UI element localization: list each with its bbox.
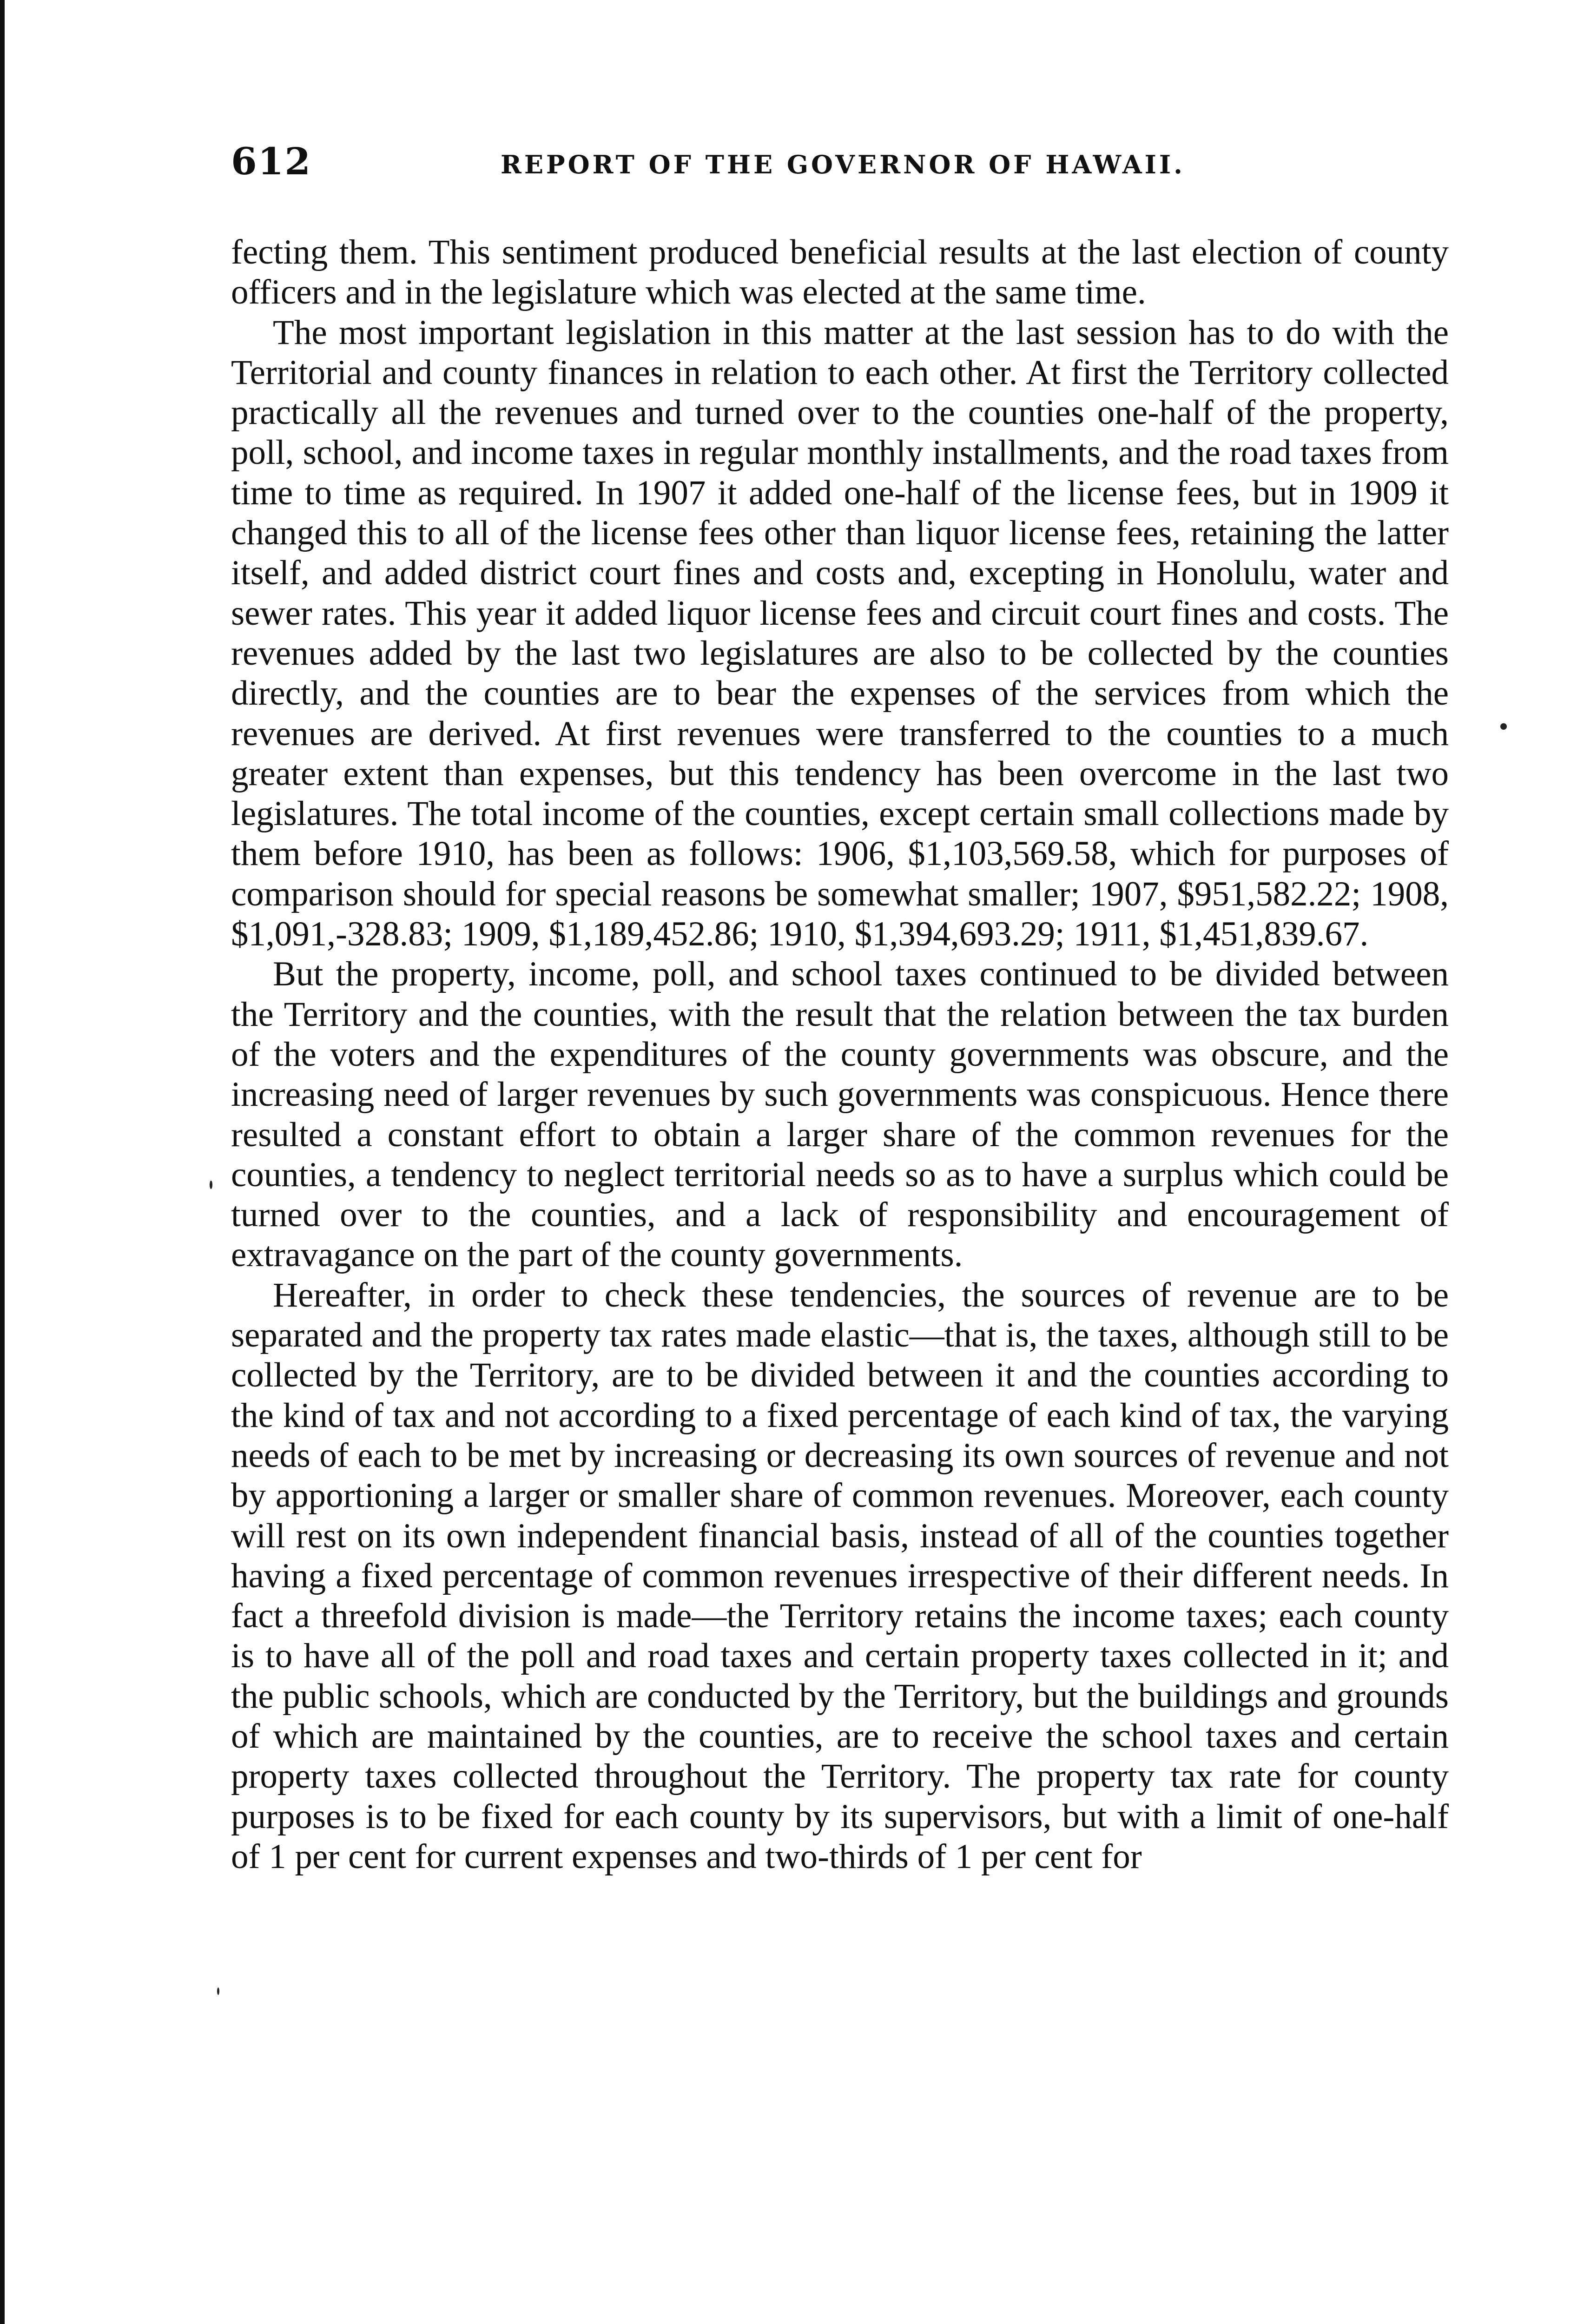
body-text (231, 232, 1449, 2245)
paragraph-continuation: fecting them. This sentiment produced beneficial results at the last election of county officers and in the legislature which was elected at the same time. (231, 233, 1449, 312)
paragraph-hereafter: Hereafter, in order to check these tendencies, the sources of revenue are to be separated and the property tax rates made elastic—that is, the taxes, although still to be collected by the Territory, are to be divided between it and the counties according to the kind of tax and not according to a fixed percentage of each kind of tax, the varying needs of each to be met by increasing or decreasing its own sources of revenue and not by apportioning a larger or smaller share of common revenues. Moreover, each county will rest on its own independent financial basis, instead of all of the counties together having a fixed percentage of common revenues irrespective of their different needs. In fact a threefold division is made—the Territory retains the income taxes; each county is to have all of the poll and road taxes and certain property taxes collected in it; and the public schools, which are conducted by the Territory, but the buildings and grounds of which are maintained by the counties, are to receive the school taxes and certain property taxes collected throughout the Territory. The property tax rate for county purposes is to be fixed for each county by its supervisors, but with a limit of one-half of 1 per cent for current expenses and two-thirds of 1 per cent for (231, 1275, 1449, 1876)
page-header (231, 139, 1449, 195)
ink-speck (1500, 723, 1507, 730)
page-number: 612 (231, 139, 311, 183)
paragraph-tax-division: But the property, income, poll, and school taxes continued to be divided between the Territory and the counties, with the result that the relation between the tax burden of the voters and the expenditures of the county governments was obscure, and the increasing need of larger revenues by such governments was conspicuous. Hence there resulted a constant effort to obtain a larger share of the common revenues for the counties, a tendency to neglect territorial needs so as to have a surplus which could be turned over to the counties, and a lack of responsibility and encouragement of extravagance on the part of the county governments. (231, 955, 1449, 1274)
scan-left-edge (0, 0, 5, 2324)
ink-speck (217, 1987, 219, 1995)
ink-speck (210, 1181, 212, 1189)
running-head: REPORT OF THE GOVERNOR OF HAWAII. (501, 150, 1185, 179)
paragraph-legislation: The most important legislation in this matter at the last session has to do with the Territorial and county finances in relation to each other. At first the Territory collected practically all the revenues and turned over to the counties one-half of the property, poll, school, and income taxes in regular monthly installments, and the road taxes from time to time as required. In 1907 it added one-half of the license fees, but in 1909 it changed this to all of the license fees other than liquor license fees, retaining the latter itself, and added district court fines and costs and, excepting in Honolulu, water and sewer rates. This year it added liquor license fees and circuit court fines and costs. The revenues added by the last two legislatures are also to be collected by the counties directly, and the counties are to bear the expenses of the services from which the revenues are derived. At first revenues were transferred to the counties to a much greater extent than expenses, but this tendency has been overcome in the last two legislatures. The total income of the counties, except certain small collections made by them before 1910, has been as follows: 1906, $1,103,569.58, which for purposes of comparison should for special reasons be somewhat smaller; 1907, $951,582.22; 1908, $1,091,-328.83; 1909, $1,189,452.86; 1910, $1,394,693.29; 1911, $1,451,839.67. (231, 313, 1449, 954)
